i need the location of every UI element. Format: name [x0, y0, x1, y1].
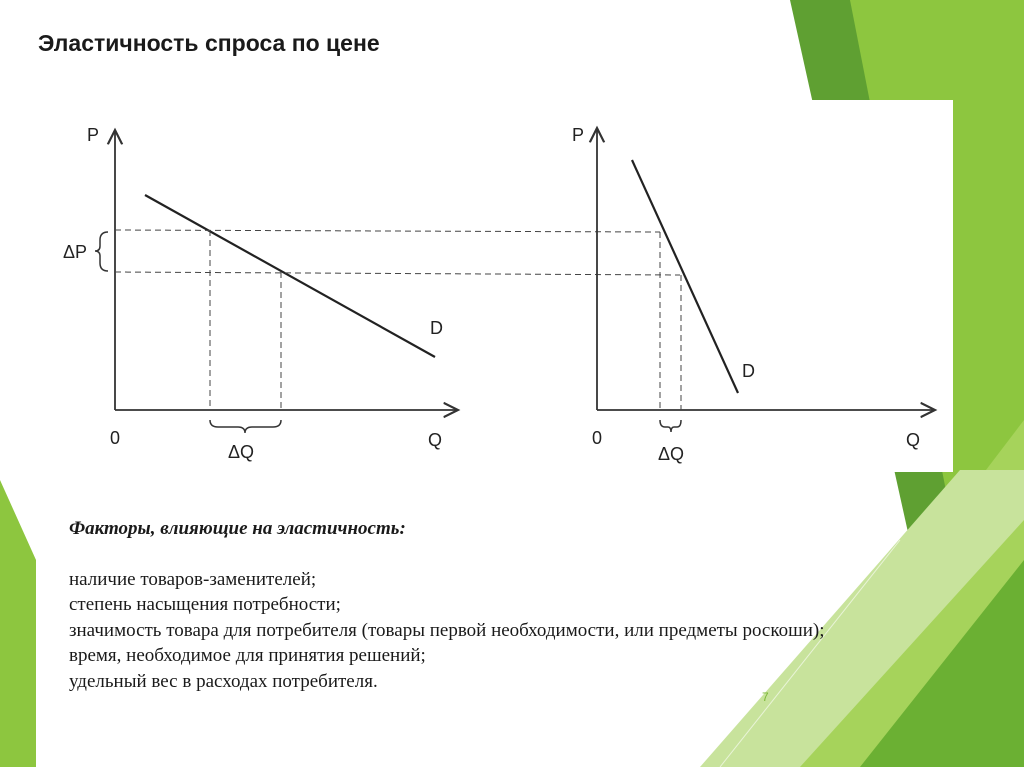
left-delta-p-brace	[95, 232, 108, 271]
right-y-axis-label: P	[572, 125, 585, 145]
left-dashed-p2	[115, 272, 680, 275]
left-dashed-p1	[115, 230, 660, 232]
right-graph	[572, 125, 935, 464]
factor-item-decision-time: время, необходимое для принятия решений;	[69, 645, 426, 666]
page-number: 7	[762, 690, 769, 704]
factors-heading: Факторы, влияющие на эластичность:	[69, 518, 406, 539]
factor-item-expense-share: удельный вес в расходах потребителя.	[69, 670, 378, 692]
left-origin-label: 0	[110, 428, 121, 448]
slide-title: Эластичность спроса по цене	[38, 30, 380, 56]
left-x-axis-label: Q	[428, 430, 443, 450]
left-curve-label: D	[430, 318, 443, 338]
right-delta-q-label: ΔQ	[658, 444, 685, 464]
left-graph	[63, 125, 680, 462]
right-x-axis-label: Q	[906, 430, 921, 450]
left-y-axis-label: P	[87, 125, 100, 145]
left-delta-q-label: ΔQ	[228, 442, 255, 462]
factors-block	[69, 516, 829, 694]
factor-item-saturation: степень насыщения потребности;	[69, 594, 341, 615]
left-delta-p-label: ΔP	[63, 242, 88, 262]
left-delta-q-brace	[210, 420, 281, 433]
right-delta-q-brace	[660, 420, 681, 432]
left-demand-curve	[145, 195, 435, 357]
right-demand-curve	[632, 160, 738, 393]
factor-item-importance: значимость товара для потребителя (товары первой необходимости, или предметы роскоши);	[69, 619, 825, 641]
factor-item-substitutes: наличие товаров-заменителей;	[69, 568, 317, 590]
right-curve-label: D	[742, 361, 755, 381]
right-origin-label: 0	[592, 428, 603, 448]
